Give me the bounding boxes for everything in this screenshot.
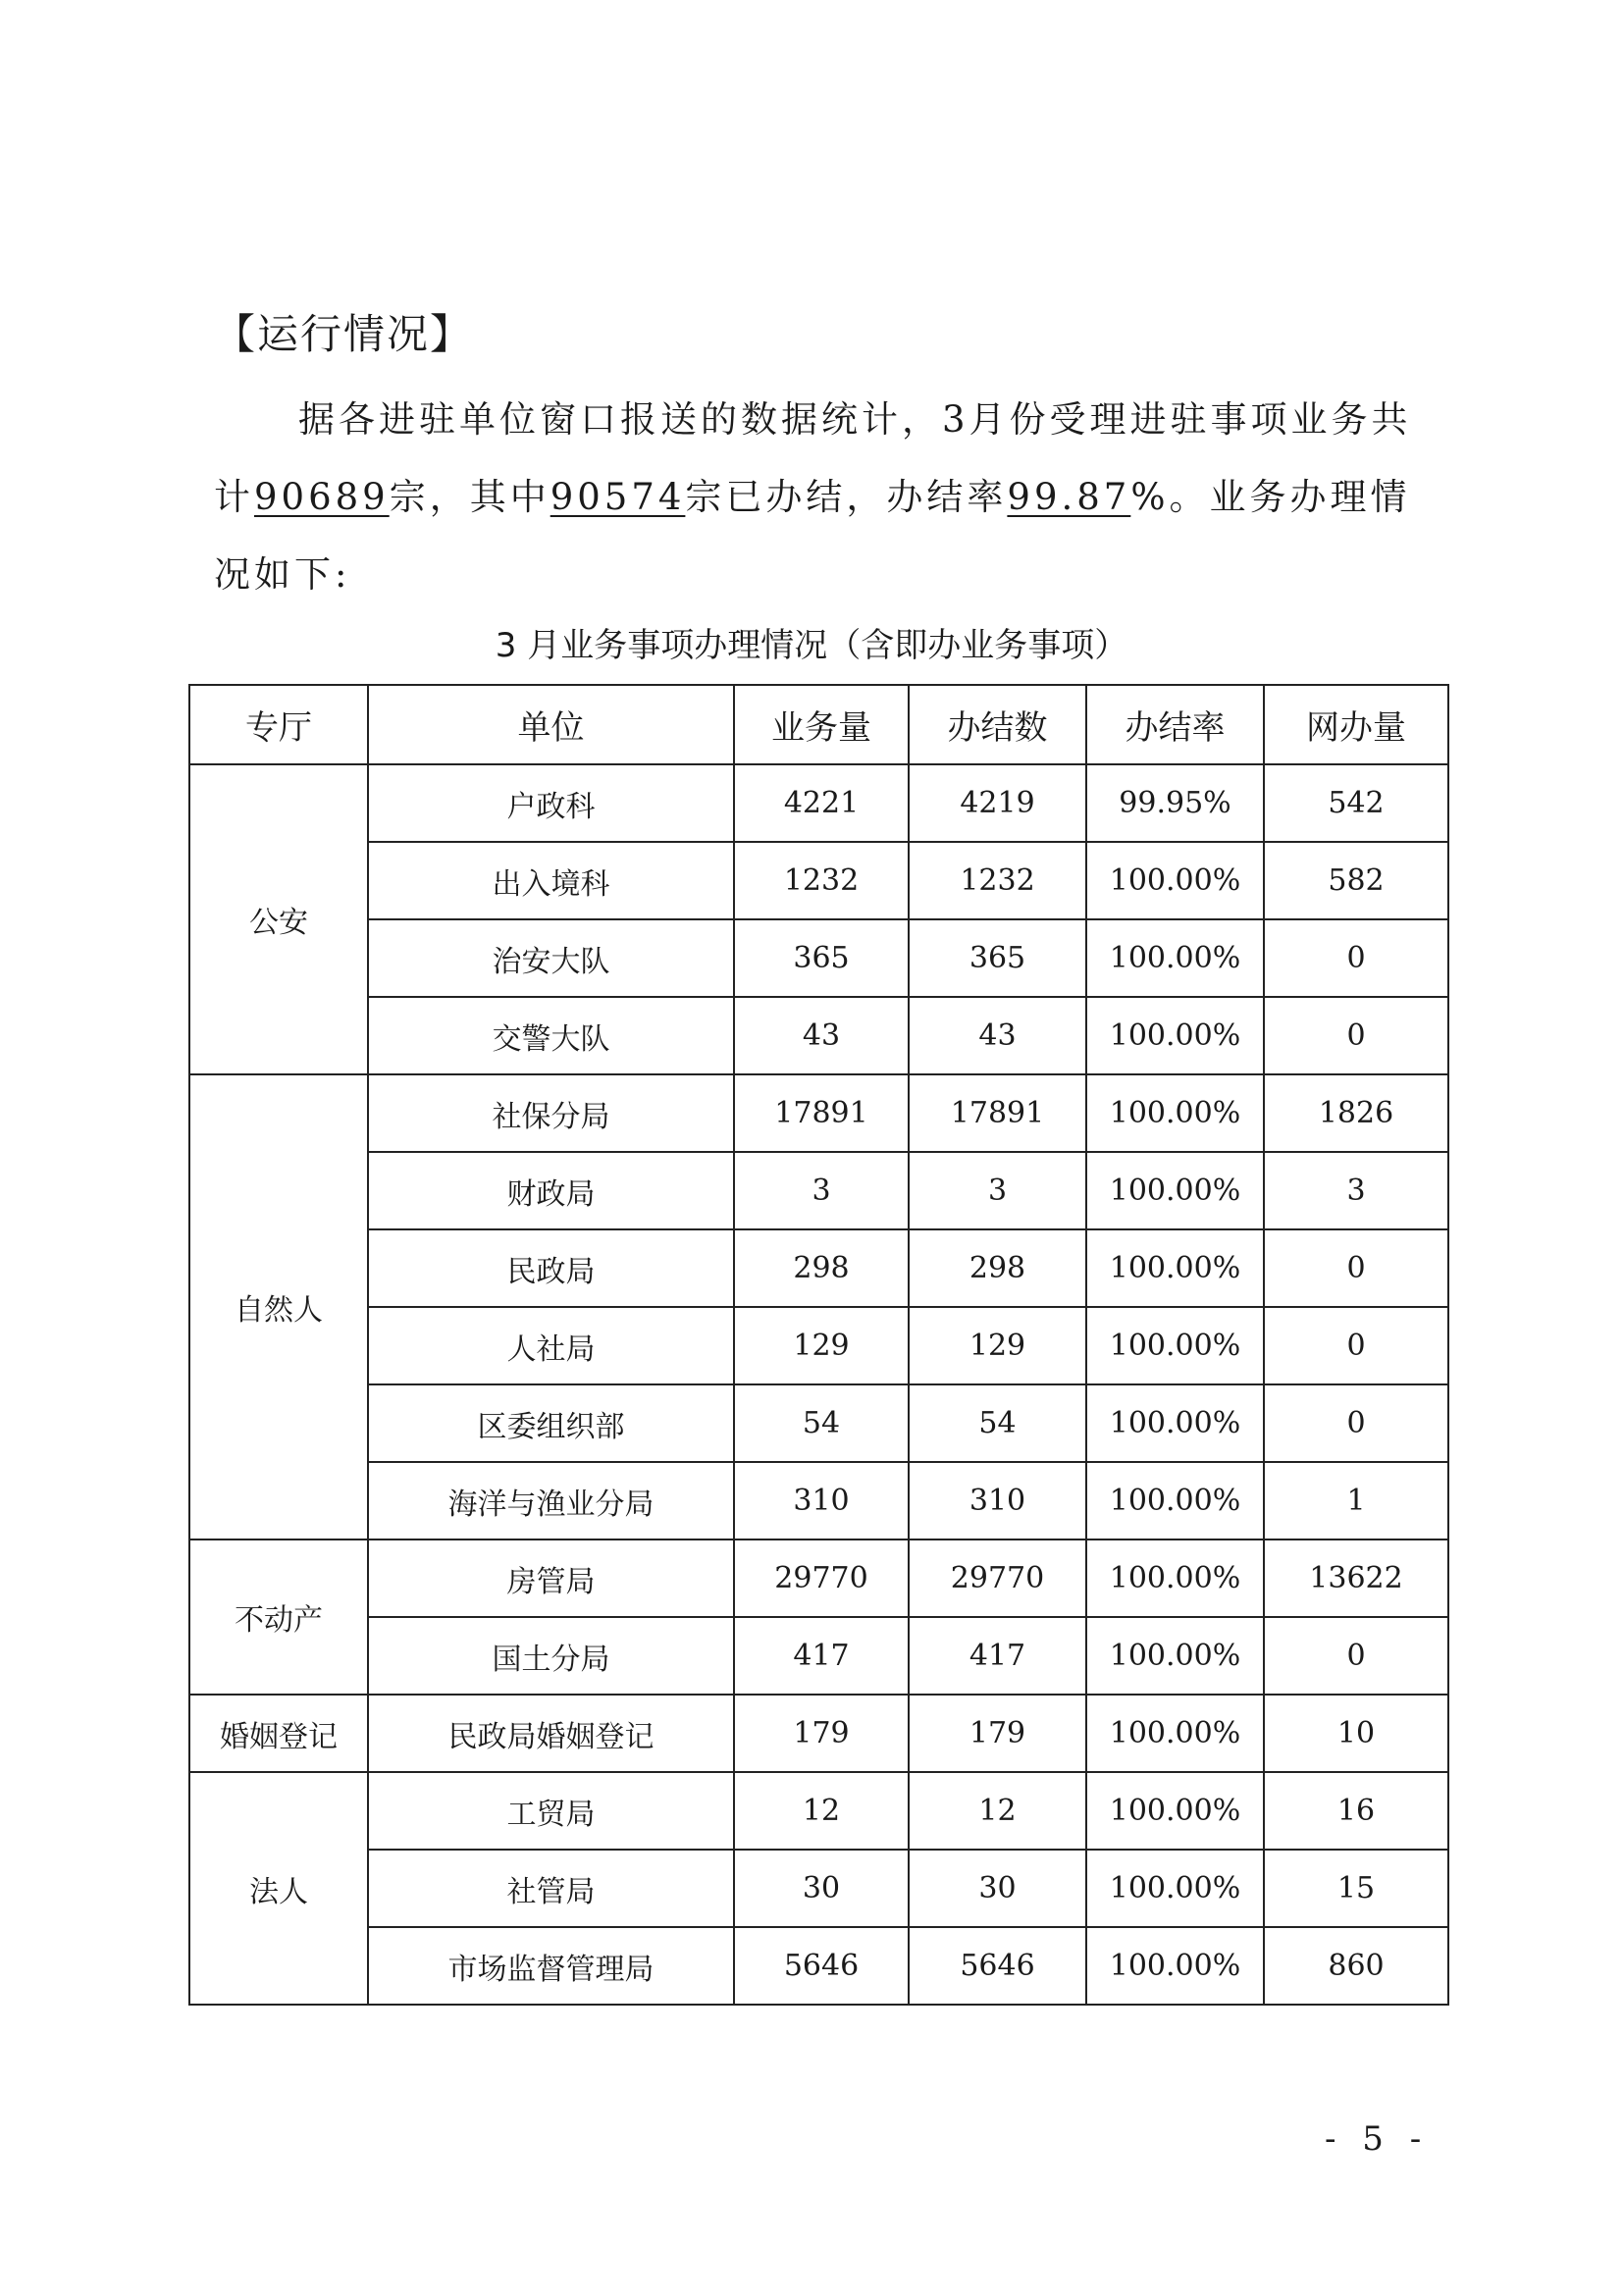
table-row (189, 1850, 1448, 1927)
table-row (189, 764, 1448, 842)
volume-cell: 29770 (734, 1539, 909, 1617)
online-cell: 13622 (1264, 1539, 1448, 1617)
volume-cell: 3 (734, 1152, 909, 1229)
table-row (189, 1772, 1448, 1850)
volume-cell: 43 (734, 997, 909, 1074)
total-count: 90689 (254, 476, 390, 518)
table-row (189, 1539, 1448, 1617)
unit-cell: 国土分局 (368, 1617, 734, 1695)
completed-cell: 3 (909, 1152, 1086, 1229)
volume-cell: 1232 (734, 842, 909, 919)
table-row (189, 1384, 1448, 1462)
header-unit: 单位 (368, 685, 734, 764)
online-cell: 860 (1264, 1927, 1448, 2005)
completed-count: 90574 (550, 476, 686, 518)
header-hall: 专厅 (189, 685, 368, 764)
summary-text-3: 宗已办结，办结率 (685, 476, 1008, 518)
online-cell: 0 (1264, 997, 1448, 1074)
rate-cell: 100.00% (1086, 1229, 1264, 1307)
table-body (189, 764, 1448, 2005)
unit-cell: 房管局 (368, 1539, 734, 1617)
online-cell: 16 (1264, 1772, 1448, 1850)
volume-cell: 5646 (734, 1927, 909, 2005)
rate-cell: 100.00% (1086, 1850, 1264, 1927)
online-cell: 582 (1264, 842, 1448, 919)
completed-cell: 179 (909, 1695, 1086, 1772)
hall-cell: 自然人 (189, 1074, 368, 1539)
rate-cell: 100.00% (1086, 1772, 1264, 1850)
unit-cell: 民政局 (368, 1229, 734, 1307)
volume-cell: 298 (734, 1229, 909, 1307)
volume-cell: 17891 (734, 1074, 909, 1152)
summary-text-4: %。业务办理情况如下: (214, 476, 1411, 596)
unit-cell: 人社局 (368, 1307, 734, 1384)
rate-cell: 100.00% (1086, 1307, 1264, 1384)
hall-cell: 法人 (189, 1772, 368, 2005)
rate-cell: 100.00% (1086, 1539, 1264, 1617)
table-caption: 3 月业务事项办理情况（含即办业务事项） (495, 626, 1128, 665)
volume-cell: 365 (734, 919, 909, 997)
rate-cell: 100.00% (1086, 1152, 1264, 1229)
unit-cell: 出入境科 (368, 842, 734, 919)
completed-cell: 417 (909, 1617, 1086, 1695)
volume-cell: 310 (734, 1462, 909, 1539)
table-row (189, 919, 1448, 997)
page-number: - 5 - (1325, 2119, 1430, 2159)
volume-cell: 12 (734, 1772, 909, 1850)
completed-cell: 365 (909, 919, 1086, 997)
summary-text-1: 据各进驻单位窗口报送的数据统计，3月份受理进驻事项业务共计 (214, 398, 1412, 518)
online-cell: 10 (1264, 1695, 1448, 1772)
rate-cell: 100.00% (1086, 842, 1264, 919)
table-row (189, 1927, 1448, 2005)
online-cell: 0 (1264, 1384, 1448, 1462)
completed-cell: 310 (909, 1462, 1086, 1539)
rate-cell: 100.00% (1086, 1462, 1264, 1539)
table-row (189, 842, 1448, 919)
volume-cell: 54 (734, 1384, 909, 1462)
volume-cell: 30 (734, 1850, 909, 1927)
volume-cell: 417 (734, 1617, 909, 1695)
rate-cell: 100.00% (1086, 997, 1264, 1074)
volume-cell: 4221 (734, 764, 909, 842)
unit-cell: 财政局 (368, 1152, 734, 1229)
header-online: 网办量 (1264, 685, 1448, 764)
header-completed: 办结数 (909, 685, 1086, 764)
completed-cell: 17891 (909, 1074, 1086, 1152)
online-cell: 1826 (1264, 1074, 1448, 1152)
unit-cell: 户政科 (368, 764, 734, 842)
hall-cell: 公安 (189, 764, 368, 1074)
rate-cell: 100.00% (1086, 919, 1264, 997)
unit-cell: 工贸局 (368, 1772, 734, 1850)
online-cell: 0 (1264, 1307, 1448, 1384)
online-cell: 1 (1264, 1462, 1448, 1539)
completed-cell: 43 (909, 997, 1086, 1074)
unit-cell: 治安大队 (368, 919, 734, 997)
completed-cell: 54 (909, 1384, 1086, 1462)
summary-paragraph (214, 381, 1431, 613)
online-cell: 0 (1264, 1617, 1448, 1695)
section-heading: 【运行情况】 (214, 310, 474, 358)
completed-cell: 29770 (909, 1539, 1086, 1617)
unit-cell: 民政局婚姻登记 (368, 1695, 734, 1772)
table-row (189, 1462, 1448, 1539)
online-cell: 0 (1264, 919, 1448, 997)
hall-cell: 婚姻登记 (189, 1695, 368, 1772)
completed-cell: 5646 (909, 1927, 1086, 2005)
business-stats-table (188, 684, 1449, 2006)
completed-cell: 4219 (909, 764, 1086, 842)
online-cell: 3 (1264, 1152, 1448, 1229)
summary-text-2: 宗，其中 (389, 476, 550, 518)
unit-cell: 海洋与渔业分局 (368, 1462, 734, 1539)
completed-cell: 30 (909, 1850, 1086, 1927)
rate-cell: 100.00% (1086, 1074, 1264, 1152)
unit-cell: 社保分局 (368, 1074, 734, 1152)
header-rate: 办结率 (1086, 685, 1264, 764)
rate-cell: 100.00% (1086, 1695, 1264, 1772)
completed-cell: 1232 (909, 842, 1086, 919)
table-row (189, 1307, 1448, 1384)
online-cell: 15 (1264, 1850, 1448, 1927)
volume-cell: 129 (734, 1307, 909, 1384)
table-header-row (189, 685, 1448, 764)
unit-cell: 社管局 (368, 1850, 734, 1927)
table-row (189, 1695, 1448, 1772)
rate-cell: 100.00% (1086, 1927, 1264, 2005)
rate-cell: 99.95% (1086, 764, 1264, 842)
rate-cell: 100.00% (1086, 1384, 1264, 1462)
completed-cell: 12 (909, 1772, 1086, 1850)
table-row (189, 1152, 1448, 1229)
hall-cell: 不动产 (189, 1539, 368, 1695)
volume-cell: 179 (734, 1695, 909, 1772)
table-row (189, 1617, 1448, 1695)
header-volume: 业务量 (734, 685, 909, 764)
online-cell: 0 (1264, 1229, 1448, 1307)
unit-cell: 市场监督管理局 (368, 1927, 734, 2005)
unit-cell: 区委组织部 (368, 1384, 734, 1462)
rate-cell: 100.00% (1086, 1617, 1264, 1695)
table-row (189, 1229, 1448, 1307)
table-row (189, 1074, 1448, 1152)
completed-cell: 129 (909, 1307, 1086, 1384)
unit-cell: 交警大队 (368, 997, 734, 1074)
online-cell: 542 (1264, 764, 1448, 842)
completion-rate: 99.87 (1007, 476, 1131, 518)
table-row (189, 997, 1448, 1074)
completed-cell: 298 (909, 1229, 1086, 1307)
